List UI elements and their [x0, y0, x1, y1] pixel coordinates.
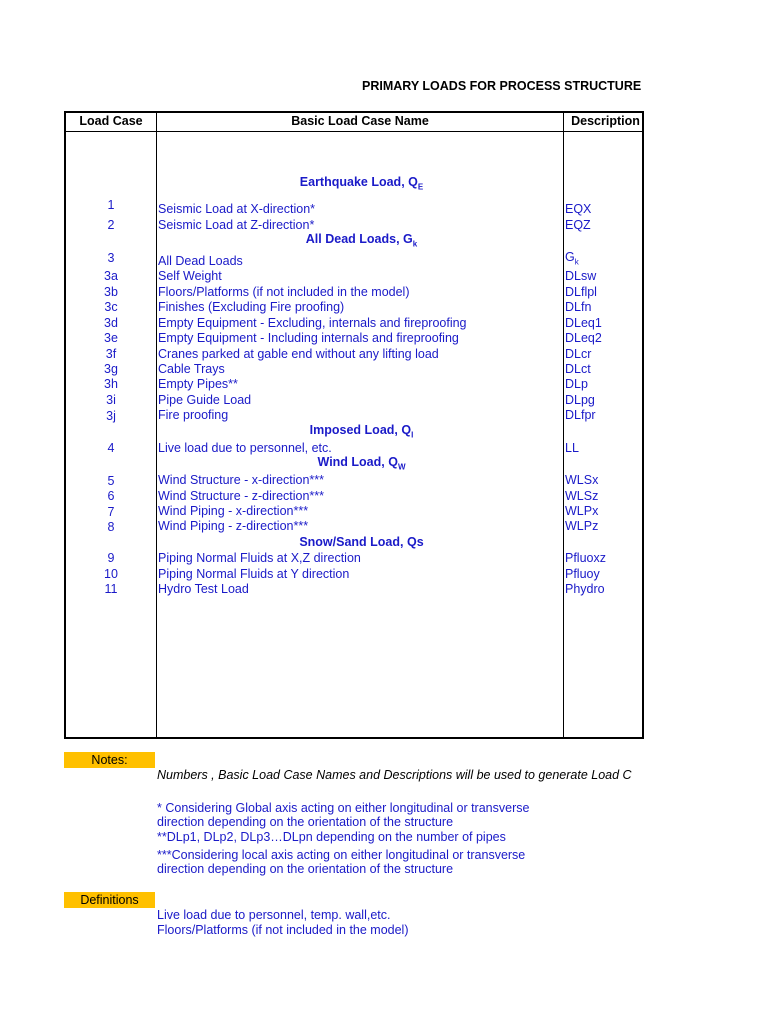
row-num: 3f	[105, 347, 117, 361]
row-desc: Pfluoy	[565, 567, 600, 581]
row-desc: Phydro	[565, 582, 605, 596]
row-num: 3e	[104, 331, 118, 345]
row-num: 3j	[106, 409, 116, 423]
row-num: 3a	[104, 269, 118, 283]
row-name: Cable Trays	[158, 362, 225, 376]
row-desc: DLeq2	[565, 331, 602, 345]
row-num: 3b	[104, 285, 118, 299]
row-name: Empty Pipes**	[158, 377, 238, 391]
row-desc: Pfluoxz	[565, 551, 606, 565]
note-1-line-2: direction depending on the orientation of the structure	[157, 815, 454, 829]
note-1-line-1: * Considering Global axis acting on either longitudinal or transverse	[157, 801, 530, 815]
note-2: **DLp1, DLp2, DLp3…DLpn depending on the number of pipes	[157, 830, 506, 844]
row-desc: DLct	[565, 362, 591, 376]
row-desc: DLeq1	[565, 316, 602, 330]
row-name: Empty Equipment - Excluding, internals and fireproofing	[158, 316, 467, 330]
row-name: Hydro Test Load	[158, 582, 249, 596]
row-name: Seismic Load at Z-direction*	[158, 218, 315, 232]
section-imposed: Imposed Load, $Q_I$	[309, 423, 414, 440]
row-num: 1	[107, 198, 115, 212]
section-snow-sand: Snow/Sand Load, Qs	[299, 535, 424, 549]
row-num: 3g	[104, 362, 118, 376]
row-desc: DLp	[565, 377, 588, 391]
row-num: 5	[107, 474, 115, 488]
row-desc: DLfn	[565, 300, 592, 314]
row-name: Piping Normal Fluids at X,Z direction	[158, 551, 361, 565]
notes-intro: Numbers , Basic Load Case Names and Descriptions will be used to generate Load C	[157, 768, 632, 782]
column-divider	[156, 113, 157, 737]
row-desc: LL	[565, 441, 579, 455]
row-num: 6	[107, 489, 115, 503]
row-num: 11	[104, 582, 118, 596]
page-title: PRIMARY LOADS FOR PROCESS STRUCTURE	[362, 79, 642, 93]
row-desc: $G_k$	[565, 250, 579, 267]
row-name: Wind Piping - x-direction***	[158, 504, 309, 518]
row-num: 7	[107, 505, 115, 519]
load-case-table	[64, 111, 644, 739]
row-desc: EQZ	[565, 218, 591, 232]
row-desc: DLsw	[565, 269, 597, 283]
header-divider	[66, 131, 642, 132]
row-name: Floors/Platforms (if not included in the model)	[158, 285, 410, 299]
row-num: 3c	[104, 300, 118, 314]
section-dead-loads: All Dead Loads, $G_k$	[305, 232, 418, 249]
section-earthquake: Earthquake Load, $Q_E$	[299, 175, 424, 192]
row-name: Piping Normal Fluids at Y direction	[158, 567, 350, 581]
row-desc: DLcr	[565, 347, 592, 361]
row-name: Fire proofing	[158, 408, 229, 422]
row-num: 3h	[104, 377, 118, 391]
note-3-line-1: ***Considering local axis acting on either longitudinal or transverse	[157, 848, 526, 862]
row-num: 10	[104, 567, 118, 581]
row-name: Wind Piping - z-direction***	[158, 519, 309, 533]
section-wind: Wind Load, $Q_W$	[317, 455, 406, 472]
row-desc: DLflpl	[565, 285, 597, 299]
row-num: 2	[107, 218, 115, 232]
header-name: Basic Load Case Name	[291, 114, 429, 128]
row-desc: EQX	[565, 202, 592, 216]
definition-1: Live load due to personnel, temp. wall,etc.	[157, 908, 391, 922]
row-name: Finishes (Excluding Fire proofing)	[158, 300, 345, 314]
notes-label: Notes:	[64, 752, 155, 768]
definitions-label: Definitions	[64, 892, 155, 908]
row-name: Seismic Load at X-direction*	[158, 202, 316, 216]
row-desc: WLSz	[565, 489, 599, 503]
row-name: Cranes parked at gable end without any lifting load	[158, 347, 439, 361]
row-desc: WLPz	[565, 519, 599, 533]
row-num: 8	[107, 520, 115, 534]
row-name: All Dead Loads	[158, 254, 243, 268]
row-name: Live load due to personnel, etc.	[158, 441, 332, 455]
header-description: Description	[571, 114, 640, 128]
row-name: Self Weight	[158, 269, 222, 283]
row-desc: WLPx	[565, 504, 599, 518]
row-num: 3	[107, 251, 115, 265]
row-num: 4	[107, 441, 115, 455]
row-desc: DLfpr	[565, 408, 596, 422]
row-desc: WLSx	[565, 473, 599, 487]
row-name: Empty Equipment - Including internals and fireproofing	[158, 331, 459, 345]
row-num: 3i	[106, 393, 116, 407]
row-desc: DLpg	[565, 393, 595, 407]
note-3-line-2: direction depending on the orientation of the structure	[157, 862, 454, 876]
row-name: Wind Structure - x-direction***	[158, 473, 325, 487]
row-num: 3d	[104, 316, 118, 330]
definition-2: Floors/Platforms (if not included in the model)	[157, 923, 409, 937]
row-name: Pipe Guide Load	[158, 393, 252, 407]
row-name: Wind Structure - z-direction***	[158, 489, 325, 503]
row-num: 9	[107, 551, 115, 565]
header-load-case: Load Case	[79, 114, 143, 128]
